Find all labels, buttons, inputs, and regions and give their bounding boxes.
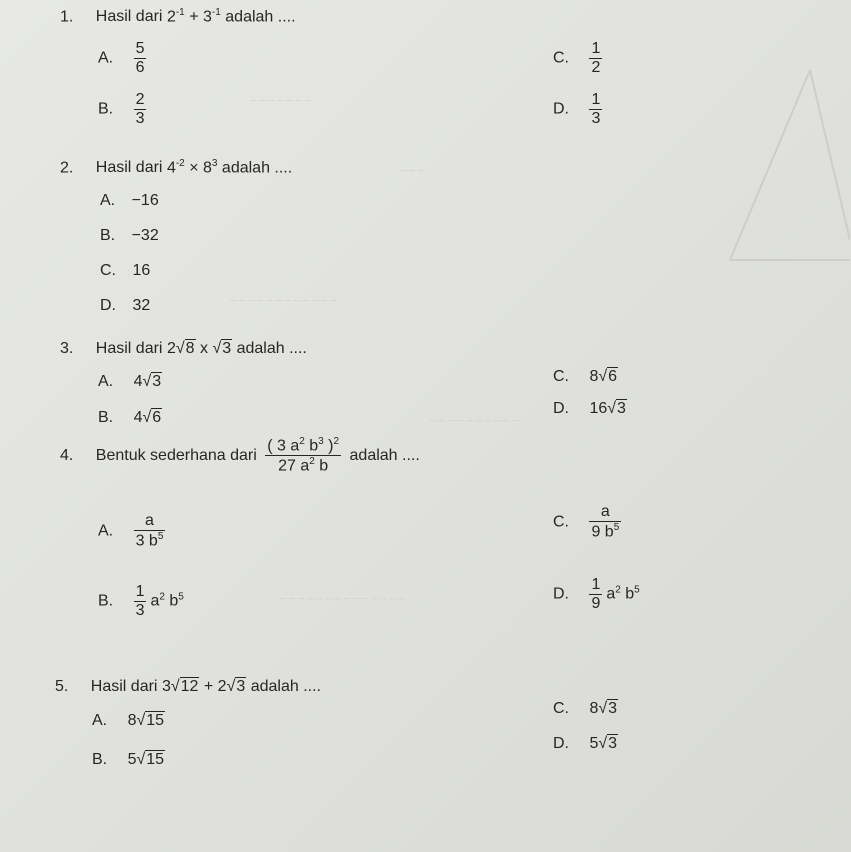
bleed-triangle-figure [690,60,850,300]
num-close: ) [323,437,334,455]
option-coef: 4 [133,409,143,426]
bleed-through-3: ¯ ¯ ¯ ¯ ¯ ¯ ¯ ¯ ¯ ¯ ¯ ¯ [230,300,337,312]
fraction-denominator: 9 [591,595,601,612]
stem-coef-a: 3 [161,678,171,695]
option-letter: A. [100,192,116,209]
sqrt-symbol: √15 [136,751,165,768]
fraction-numerator: a [589,503,621,522]
option-letter: D. [553,735,569,752]
q1-option-a[interactable] [98,40,150,77]
stem-exp-b: -1 [211,7,221,18]
option-coef: 5 [589,735,599,752]
option-letter: B. [98,100,114,118]
q3-option-d[interactable] [553,400,627,418]
bleed-through-4: ¯ ¯ ¯ ¯ ¯ ¯ ¯ ¯ ¯ ¯ [430,420,519,432]
q1-option-d[interactable] [553,91,606,128]
stem-times: x [199,340,208,357]
fraction-denominator: 3 [135,110,145,127]
sqrt-symbol: √6 [598,368,618,385]
question-stem-text: Hasil dari [95,159,163,177]
fraction-numerator: 1 [135,583,145,600]
question-number: 4. [60,447,74,465]
stem-post: adalah .... [349,447,420,465]
radicand: 3 [617,400,626,417]
question-2 [60,158,292,177]
q4-option-c[interactable] [553,503,625,541]
option-coef: 16 [589,400,608,417]
fraction-numerator [265,436,341,456]
fraction-numerator: 1 [591,576,601,593]
radicand: 3 [608,700,618,717]
option-letter: D. [553,100,569,118]
stem-plus: + [189,8,199,26]
q3-option-c[interactable] [553,368,618,386]
sqrt-symbol: √3 [142,373,162,390]
radicand: 15 [146,751,165,768]
question-stem-text: Hasil dari [95,340,163,357]
q2-option-a[interactable] [100,192,159,210]
option-letter: A. [92,712,108,729]
den-base: 27 a [278,457,310,475]
sqrt-symbol: √3 [226,678,246,695]
stem-expr-b: 8 [203,159,212,177]
stem-expr-a: 2 [166,8,176,26]
q2-option-c[interactable] [100,262,150,280]
fraction-denominator [265,456,341,475]
option-letter: A. [98,49,114,67]
fraction-denominator [134,531,166,550]
radicand: 3 [152,373,162,390]
q1-option-c[interactable] [553,40,606,77]
question-number: 3. [60,340,74,357]
q4-option-a[interactable] [98,512,169,550]
den-exp: 5 [157,531,164,542]
radicand: 3 [236,678,246,695]
den-tail: b [314,457,329,475]
option-letter: A. [98,373,114,390]
option-letter: C. [553,513,569,531]
tail-var-b: b [620,585,635,603]
option-letter: D. [553,400,569,417]
sqrt-symbol: √8 [175,340,195,357]
option-coef: 8 [589,368,599,385]
num-exp-3: 2 [333,436,340,447]
option-letter: B. [100,227,116,244]
tail-var-a: a [150,592,160,610]
question-stem-text: Hasil dari [90,678,158,695]
stem-post: adalah .... [250,678,321,695]
stem-expr-a: 4 [166,159,176,177]
num-mid: b [304,437,319,455]
stem-plus: + [203,678,214,695]
stem-coef-b: 2 [217,678,227,695]
tail-exp-a: 2 [615,584,621,596]
q2-option-b[interactable] [100,227,159,245]
option-letter: D. [553,585,569,603]
num-base: ( 3 a [267,437,300,455]
question-5 [55,678,321,696]
option-value: 32 [132,297,151,314]
fraction-denominator: 3 [591,110,601,127]
radicand: 3 [608,735,618,752]
radicand: 6 [608,368,618,385]
radicand: 8 [185,340,195,357]
bleed-through-5: ¯ ¯ ¯ ¯ ¯ ¯ ¯ ¯ ¯ ¯ ¯ ¯ ¯ ¯ [280,598,405,610]
fraction-numerator: 2 [135,91,145,108]
sqrt-symbol: √3 [607,400,626,417]
den-exp: 2 [309,456,315,468]
stem-exp-b: 3 [211,158,218,169]
question-number: 2. [60,159,74,177]
bleed-through-1: ¯ ¯ ¯ ¯ ¯ ¯ ¯ [250,100,311,112]
sqrt-symbol: √3 [598,700,618,717]
option-value: −16 [131,192,159,209]
stem-expr-b: 3 [203,8,212,26]
tail-var-b: b [164,592,179,610]
option-letter: B. [92,751,108,768]
sqrt-symbol: √12 [170,678,199,695]
option-coef: 4 [133,373,143,390]
question-number: 1. [60,8,74,26]
q5-option-c[interactable] [553,700,618,718]
stem-post: adalah .... [236,340,307,357]
option-letter: A. [98,522,114,540]
tail-exp-b: 5 [178,591,184,603]
q1-option-b[interactable] [98,91,150,128]
stem-exp-a: -2 [175,158,185,169]
fraction-numerator: 1 [591,91,601,108]
stem-exp-a: -1 [175,7,185,18]
option-letter: D. [100,297,116,314]
sqrt-symbol: √3 [212,340,232,357]
stem-coef: 2 [166,340,176,357]
option-coef: 5 [127,751,137,768]
radicand: 3 [222,340,232,357]
option-coef: 8 [127,712,137,729]
stem-fraction [265,436,341,476]
stem-post: adalah .... [225,8,296,26]
stem-times: × [189,159,199,177]
sqrt-symbol: √6 [142,409,162,426]
question-stem-text: Hasil dari [95,8,163,26]
tail-exp-b: 5 [634,584,640,596]
question-1 [60,7,296,26]
option-value: 16 [132,262,151,279]
q4-option-b[interactable] [98,583,184,620]
fraction-denominator: 6 [135,59,145,76]
fraction-numerator: a [134,512,166,531]
den-base: 3 b [135,532,158,550]
question-number: 5. [55,678,69,695]
option-coef: 8 [589,700,599,717]
question-3 [60,340,307,358]
sqrt-symbol: √15 [136,712,165,729]
fraction-denominator: 2 [591,59,601,76]
fraction-denominator: 3 [135,602,145,619]
q5-option-d[interactable] [553,735,618,753]
sqrt-symbol: √3 [598,735,618,752]
question-4 [60,436,420,476]
option-letter: B. [98,592,114,610]
bleed-through-2: ¯ ¯ ¯ [400,170,425,182]
option-letter: B. [98,409,114,426]
fraction-denominator [589,522,621,541]
num-exp-1: 2 [299,436,305,447]
q5-option-a[interactable] [92,712,165,730]
radicand: 12 [180,678,199,695]
q4-option-d[interactable] [553,576,640,613]
radicand: 15 [146,712,165,729]
question-stem-text: Bentuk sederhana dari [95,447,257,465]
q3-option-b[interactable] [98,409,162,427]
option-letter: C. [100,262,116,279]
option-letter: C. [553,368,569,385]
fraction-numerator: 5 [135,40,145,57]
tail-var-a: a [606,585,616,603]
tail-exp-a: 2 [159,591,165,603]
option-letter: C. [553,49,569,67]
den-exp: 5 [613,522,620,533]
option-letter: C. [553,700,569,717]
fraction-numerator: 1 [591,40,601,57]
num-exp-2: 3 [318,436,324,447]
stem-post: adalah .... [221,159,293,177]
radicand: 6 [152,409,162,426]
den-base: 9 b [591,523,614,541]
q5-option-b[interactable] [92,751,165,769]
q3-option-a[interactable] [98,373,162,391]
q2-option-d[interactable] [100,297,150,315]
option-value: −32 [131,227,159,244]
